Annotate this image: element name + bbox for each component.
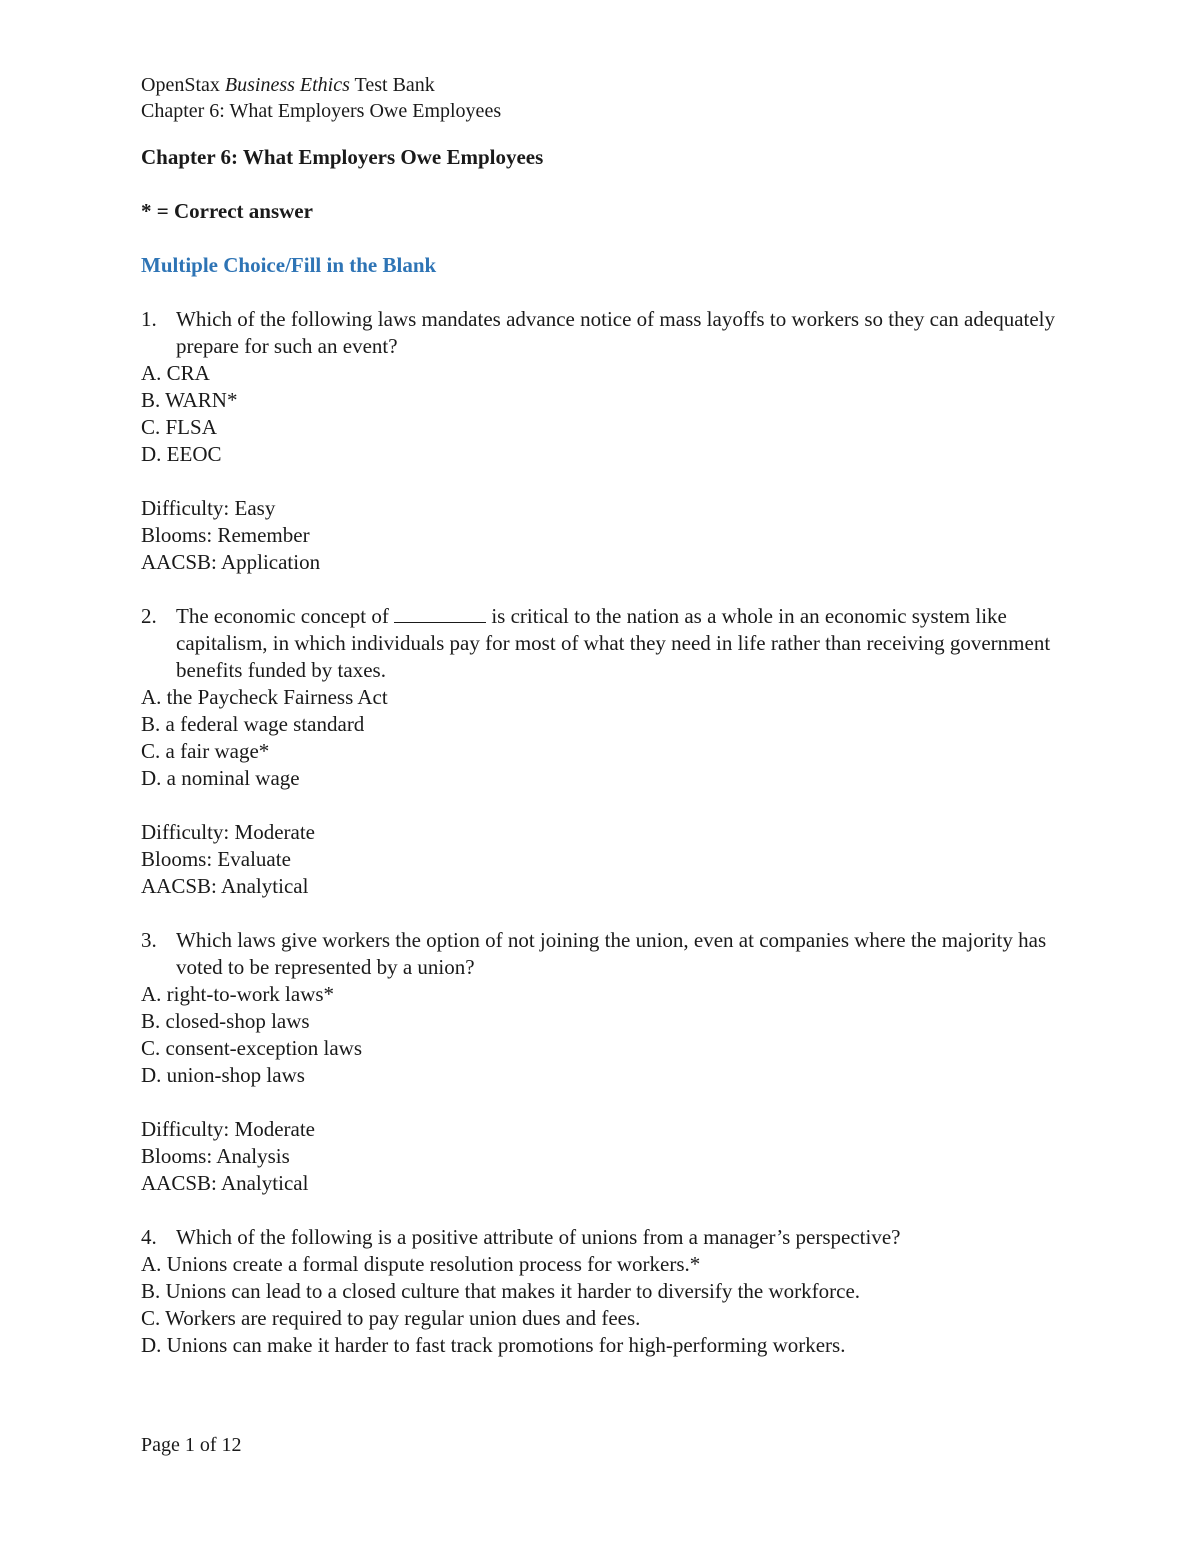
aacsb-tag: AACSB: Analytical (141, 874, 309, 898)
question-text (176, 603, 1081, 684)
answer-key-note: * = Correct answer (141, 199, 313, 223)
question-number: 1. (141, 307, 157, 331)
question-2 (141, 603, 1081, 900)
option-c: C. a fair wage* (141, 739, 270, 763)
answer-options (141, 684, 1081, 792)
option-c: C. Workers are required to pay regular union dues and fees. (141, 1306, 641, 1330)
aacsb-tag: AACSB: Application (141, 550, 321, 574)
option-b: B. Unions can lead to a closed culture that makes it harder to diversify the workforce. (141, 1279, 861, 1303)
page-header (141, 72, 501, 124)
section-title: Multiple Choice/Fill in the Blank (141, 253, 437, 277)
option-b: B. closed-shop laws (141, 1009, 310, 1033)
question-text: Which of the following is a positive attribute of unions from a manager’s perspective? (176, 1225, 901, 1249)
fill-in-blank (394, 604, 486, 623)
page-footer (141, 1432, 242, 1458)
answer-options (141, 1251, 1081, 1359)
question-stem (141, 306, 1081, 360)
header-line-2: Chapter 6: What Employers Owe Employees (141, 100, 502, 122)
question-text: Which of the following laws mandates advance notice of mass layoffs to workers so they can adequately prepare for such an event? (176, 307, 1056, 358)
option-a: A. right-to-work laws* (141, 982, 335, 1006)
difficulty: Difficulty: Easy (141, 496, 276, 520)
option-d: D. a nominal wage (141, 766, 300, 790)
option-c: C. consent-exception laws (141, 1036, 363, 1060)
option-d: D. union-shop laws (141, 1063, 305, 1087)
question-text: Which laws give workers the option of not joining the union, even at companies where the majority has voted to be represented by a union? (176, 928, 1047, 979)
difficulty: Difficulty: Moderate (141, 1117, 315, 1141)
difficulty: Difficulty: Moderate (141, 820, 315, 844)
answer-options (141, 981, 1081, 1089)
header-book-title: Business Ethics (224, 74, 350, 96)
question-stem (141, 603, 1081, 684)
question-number: 2. (141, 604, 157, 628)
question-text-after-blank: is critical to the nation as a whole in an economic system like capitalism, in which individuals pay for most of what they need in life rather than receiving government benefits funded by taxes. (176, 604, 1051, 682)
option-b: B. a federal wage standard (141, 712, 365, 736)
option-b: B. WARN* (141, 388, 238, 412)
option-a: A. the Paycheck Fairness Act (141, 685, 388, 709)
header-line-1 (141, 72, 501, 98)
option-a: A. Unions create a formal dispute resolution process for workers.* (141, 1252, 701, 1276)
question-text-before-blank: The economic concept of (176, 604, 395, 628)
blooms-level: Blooms: Remember (141, 523, 310, 547)
question-stem (141, 927, 1081, 981)
page-number: Page 1 of 12 (141, 1434, 242, 1456)
question-metadata (141, 1116, 1081, 1197)
question-number: 4. (141, 1225, 157, 1249)
option-d: D. EEOC (141, 442, 222, 466)
header-prefix: OpenStax (141, 74, 225, 96)
header-suffix: Test Bank (349, 74, 435, 96)
blooms-level: Blooms: Analysis (141, 1144, 290, 1168)
question-metadata (141, 819, 1081, 900)
option-a: A. CRA (141, 361, 210, 385)
aacsb-tag: AACSB: Analytical (141, 1171, 309, 1195)
document-body (141, 143, 1081, 1359)
question-metadata (141, 495, 1081, 576)
chapter-title: Chapter 6: What Employers Owe Employees (141, 145, 544, 169)
question-number: 3. (141, 928, 157, 952)
option-c: C. FLSA (141, 415, 217, 439)
answer-options (141, 360, 1081, 468)
question-3 (141, 927, 1081, 1197)
question-stem (141, 1224, 1081, 1251)
question-4 (141, 1224, 1081, 1359)
blooms-level: Blooms: Evaluate (141, 847, 291, 871)
question-1 (141, 306, 1081, 576)
option-d: D. Unions can make it harder to fast track promotions for high-performing workers. (141, 1333, 846, 1357)
